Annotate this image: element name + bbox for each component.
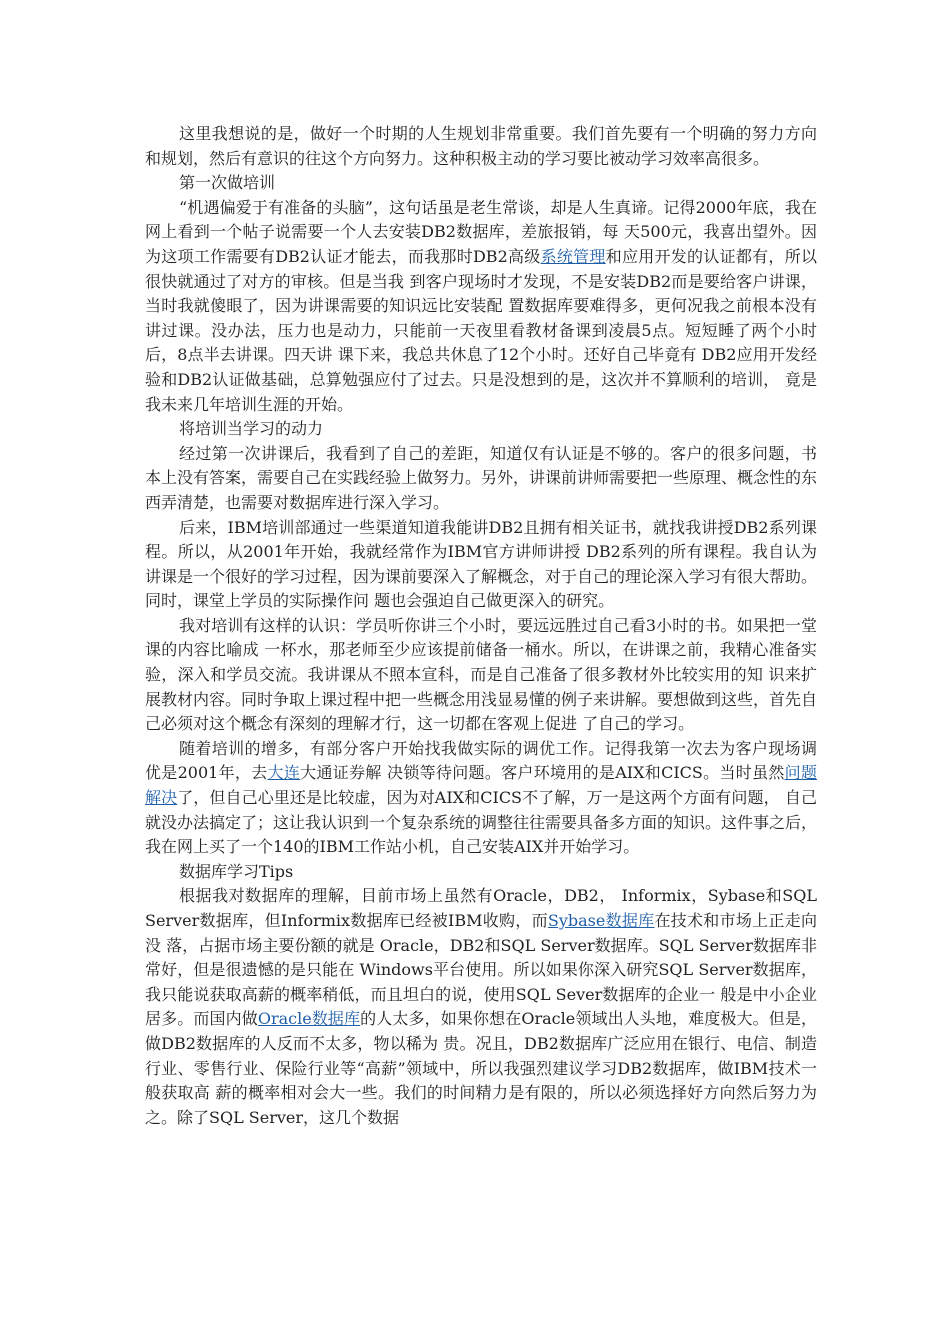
document-page bbox=[145, 122, 817, 1130]
paragraph-ibm-training: 后来，IBM培训部通过一些渠道知道我能讲DB2且拥有相关证书，就找我讲授DB2系列课程。所以，从2001年开始，我就经常作为IBM官方讲师讲授 DB2系列的所有课程。我自认为讲课是一个很好的学习过程，因为课前要深入了解概念，对于自己的理论深入学习有很大帮助。同时，课堂上学员的实际操作问 题也会强迫自己做更深入的研究。 bbox=[145, 517, 818, 611]
paragraph-plan: 这里我想说的是，做好一个时期的人生规划非常重要。我们首先要有一个明确的努力方向和规划，然后有意识的往这个方向努力。这种积极主动的学习要比被动学习效率高很多。 bbox=[145, 124, 817, 168]
link-sybase-database[interactable]: Sybase数据库 bbox=[547, 911, 655, 930]
link-problem-solved[interactable]: 问题解决 bbox=[145, 763, 817, 808]
link-oracle-database[interactable]: Oracle数据库 bbox=[257, 1009, 361, 1029]
heading-first-training: 第一次做培训 bbox=[179, 173, 276, 193]
paragraph-first-training bbox=[145, 196, 817, 417]
text-segment: 的人太多，如果你想在Oracle领域出人头地，难度极大。但是，做DB2数据库的人反而不太多，物以稀为 贵。况且，DB2数据库广泛应用在银行、电信、制造行业、零售行业、保险行业等“高薪”领域中，所以我强烈建议学习DB2数据库，做IBM技术一般获取高 薪的概率相对会大一些。我们的时间精力是有限的，所以必须选择好方向然后努力为之。除了SQL Server，这几个数据 bbox=[145, 1009, 817, 1127]
text-segment: 根据我对数据库的理解，目前市场上虽然有Oracle，DB2， Informix，Sybase和SQL Server数据库，但Informix数据库已经被IBM收购，而 bbox=[145, 886, 817, 930]
heading-database-tips: 数据库学习Tips bbox=[179, 861, 294, 881]
text-segment: 了，但自己心里还是比较虚，因为对AIX和CICS不了解，万一是这两个方面有问题， 自己就没办法搞定了；这让我认识到一个复杂系统的调整往往需要具备多方面的知识。这件事之后，我在网上买了一个140的IBM工作站小机，自己安装AIX并开始学习。 bbox=[145, 788, 818, 857]
heading-training-motivation: 将培训当学习的动力 bbox=[179, 419, 324, 439]
text-segment: 随着培训的增多，有部分客户开始找我做实际的调优工作。记得我第一次去为客户现场调优是2001年，去 bbox=[145, 738, 817, 783]
text-segment: 在技术和市场上正走向没 落，占据市场主要份额的就是 Oracle，DB2和SQL Server数据库。SQL Server数据库非常好，但是很遗憾的是只能在 Windows平台使用。所以如果你深入研究SQL Server数据库，我只能说获取高薪的概率稍低，而且坦白的说，使用SQL Sever数据库的企业一 般是中小企业居多。而国内做 bbox=[145, 911, 817, 1029]
text-segment: 和应用开发的认证都有，所以很快就通过了对方的审核。但是当我 到客户现场时才发现，不是安装DB2而是要给客户讲课，当时我就傻眼了，因为讲课需要的知识远比安装配 置数据库要难得多，更何况我之前根本没有讲过课。没办法，压力也是动力，只能前一天夜里看教材备课到凌晨5点。短短睡了两个小时后，8点半去讲课。四天讲 课下来，我总共休息了12个小时。还好自己毕竟有 DB2应用开发经验和DB2认证做基础，总算勉强应付了过去。只是没想到的是，这次并不算顺利的培训， 竟是我未来几年培训生涯的开始。 bbox=[145, 246, 817, 414]
paragraph-training-view: 我对培训有这样的认识：学员听你讲三个小时，要远远胜过自己看3小时的书。如果把一堂课的内容比喻成 一杯水，那老师至少应该提前储备一桶水。所以，在讲课之前，我精心准备实验，深入和学员交流。我讲课从不照本宣科，而是自己准备了很多教材外比较实用的知 识来扩展教材内容。同时争取上课过程中把一些概念用浅显易懂的例子来讲解。要想做到这些，首先自己必须对这个概念有深刻的理解才行，这一切都在客观上促进 了自己的学习。 bbox=[145, 615, 818, 734]
paragraph-after-first-lecture: 经过第一次讲课后，我看到了自己的差距，知道仅有认证是不够的。客户的很多问题，书本上没有答案，需要自己在实践经验上做努力。另外，讲课前讲师需要把一些原理、概念性的东西弄清楚，也需要对数据库进行深入学习。 bbox=[145, 443, 818, 512]
paragraph-tuning-work bbox=[145, 737, 817, 860]
link-system-management[interactable]: 系统管理 bbox=[540, 246, 606, 266]
link-dalian[interactable]: 大连 bbox=[267, 763, 301, 783]
text-segment: 大通证券解 决锁等待问题。客户环境用的是AIX和CICS。当时虽然 bbox=[300, 763, 785, 783]
text-segment: “机遇偏爱于有准备的头脑”，这句话虽是老生常谈，却是人生真谛。记得2000年底，我在网上看到一个帖子说需要一个人去安装DB2数据库，差旅报销，每 天500元，我喜出望外。因为这项工作需要有DB2认证才能去，而我那时DB2高级 bbox=[145, 197, 817, 266]
paragraph-database-tips bbox=[145, 884, 817, 1130]
